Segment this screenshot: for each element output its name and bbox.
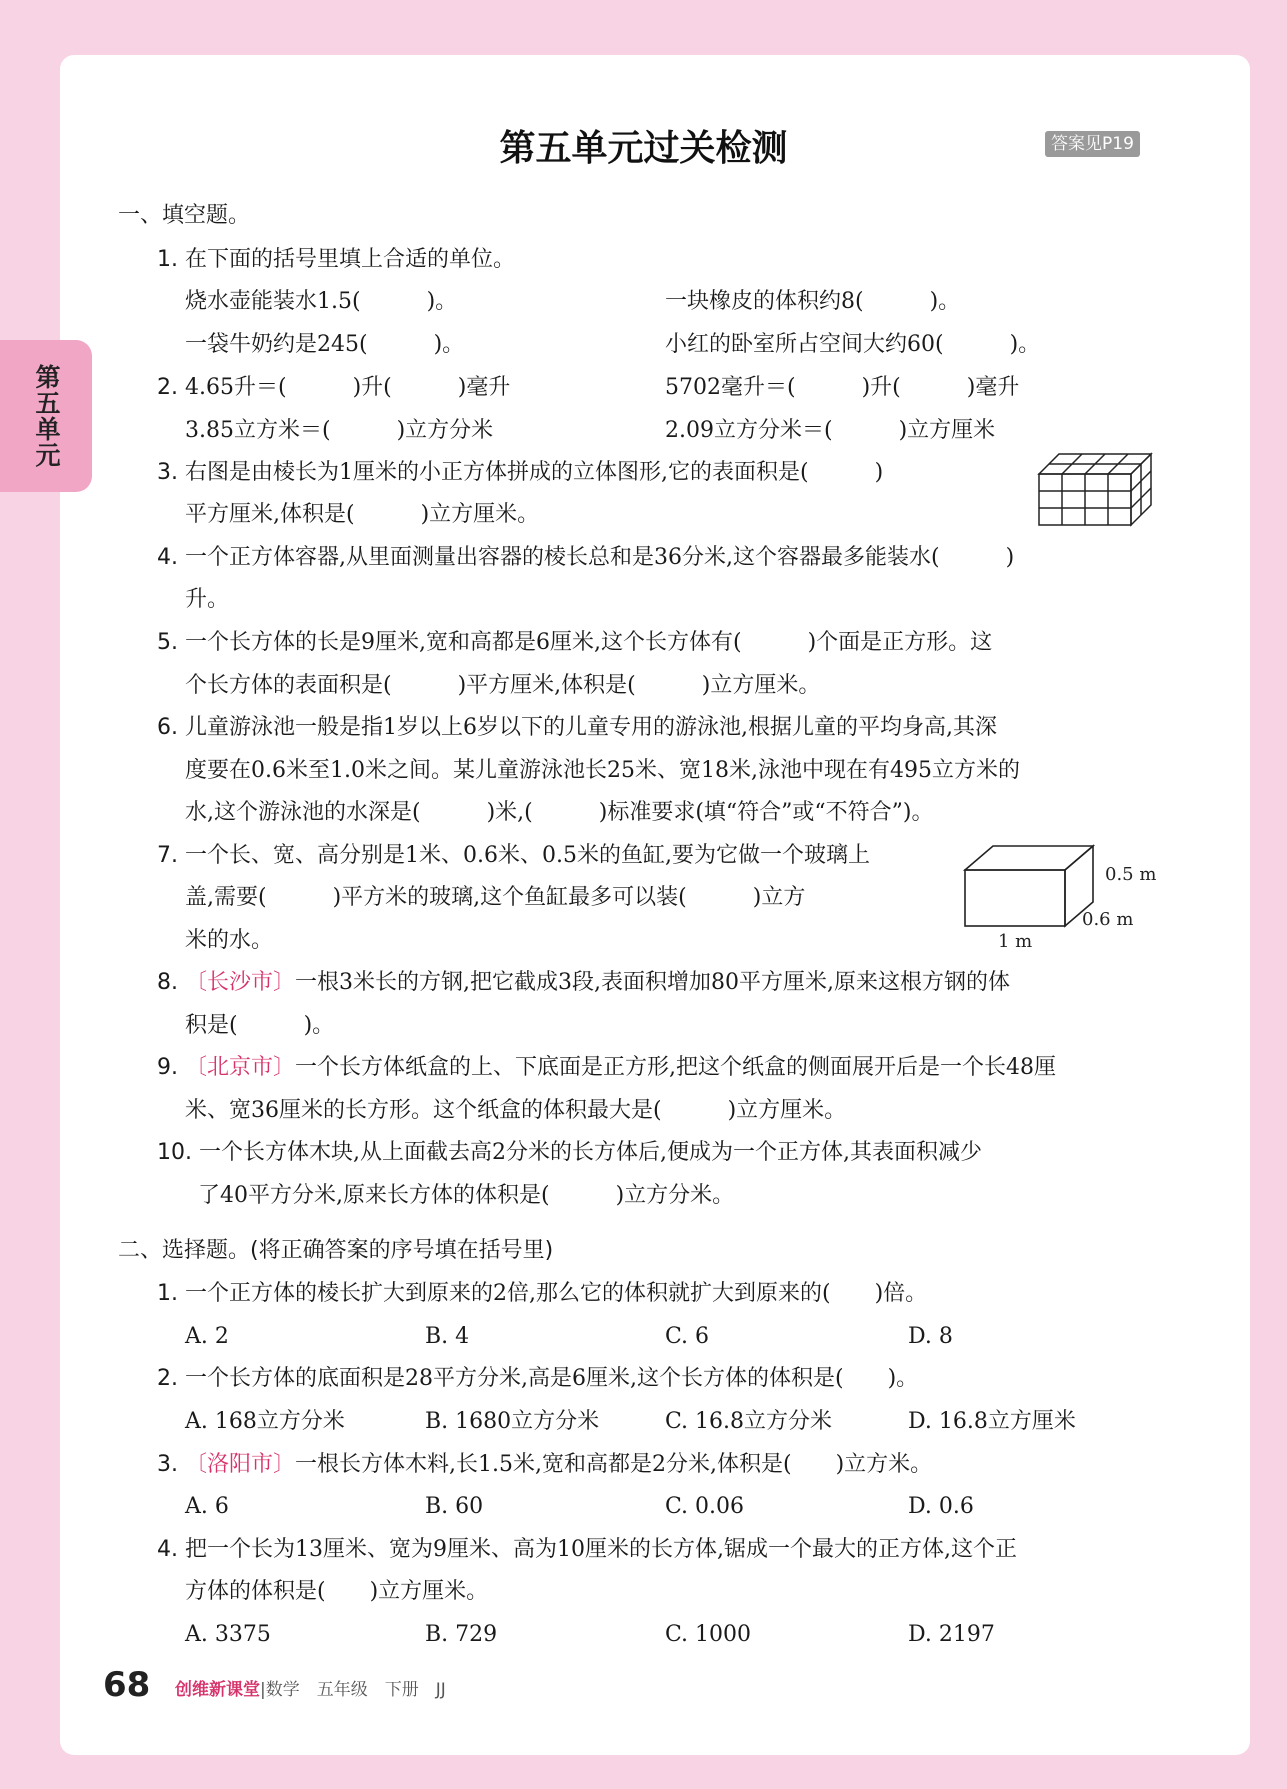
- q-text: 在下面的括号里填上合适的单位。: [185, 247, 516, 272]
- q2-4-option-a: A. 3375: [185, 1622, 271, 1647]
- q-text: 右图是由棱长为1厘米的小正方体拼成的立体图形,它的表面积是( ): [185, 460, 884, 485]
- q-number: 4.: [157, 1537, 178, 1562]
- q1-2-a: [157, 372, 510, 404]
- q1-4-line2: 升。: [185, 587, 230, 612]
- q1-6-line3: 水,这个游泳池的水深是( )米,( )标准要求(填“符合”或“不符合”)。: [185, 800, 934, 825]
- fig-height-label: 0.5 m: [1105, 864, 1157, 885]
- q2-4-option-c: C. 1000: [665, 1622, 752, 1647]
- q2-2-option-d: D. 16.8立方厘米: [908, 1409, 1076, 1434]
- q1-7-line2: 盖,需要( )平方米的玻璃,这个鱼缸最多可以装( )立方: [185, 885, 806, 910]
- q-number: 9.: [157, 1055, 178, 1080]
- q2-3-option-d: D. 0.6: [908, 1494, 974, 1519]
- q2-3-option-b: B. 60: [425, 1494, 484, 1519]
- q-text: 儿童游泳池一般是指1岁以上6岁以下的儿童专用的游泳池,根据儿童的平均身高,其深: [185, 715, 997, 740]
- page-title: 第五单元过关检测: [499, 128, 788, 169]
- q1-1-a: 烧水壶能装水1.5( )。: [185, 289, 458, 314]
- q-number: 3.: [157, 1452, 178, 1477]
- q2-2: [157, 1363, 918, 1395]
- cube-stack-figure: [1035, 450, 1160, 530]
- fig-width-label: 0.6 m: [1082, 909, 1134, 930]
- q-text: 一根3米长的方钢,把它截成3段,表面积增加80平方厘米,原来这根方钢的体: [295, 970, 1010, 995]
- q1-3-line1: [157, 457, 883, 489]
- unit-side-tab-label: 第五单元: [32, 364, 61, 468]
- q-number: 3.: [157, 460, 178, 485]
- q1-5-line2: 个长方体的表面积是( )平方厘米,体积是( )立方厘米。: [185, 673, 821, 698]
- q2-4-line2: 方体的体积是( )立方厘米。: [185, 1579, 489, 1604]
- q1-10-line1: [157, 1137, 982, 1169]
- q-text: 一个正方体容器,从里面测量出容器的棱长总和是36分米,这个容器最多能装水( ): [185, 545, 1015, 570]
- q1-8-line1: [157, 967, 1010, 999]
- q-text: 一个长方体木块,从上面截去高2分米的长方体后,便成为一个正方体,其表面积减少: [199, 1140, 982, 1165]
- q1-1-b: 一块橡皮的体积约8( )。: [665, 289, 961, 314]
- q2-1-option-d: D. 8: [908, 1324, 953, 1349]
- q2-3: [157, 1449, 932, 1481]
- q-text: 一个长方体纸盒的上、下底面是正方形,把这个纸盒的侧面展开后是一个长48厘: [295, 1055, 1057, 1080]
- q1-1-c: 一袋牛奶约是245( )。: [185, 332, 465, 357]
- region-tag: 〔北京市〕: [185, 1055, 296, 1080]
- q-number: 4.: [157, 545, 178, 570]
- q-number: 5.: [157, 630, 178, 655]
- page-number: 68: [103, 1665, 151, 1705]
- q-number: 1.: [157, 1281, 178, 1306]
- q2-1: [157, 1278, 927, 1310]
- q1-6-line1: [157, 712, 997, 744]
- q2-2-option-b: B. 1680立方分米: [425, 1409, 600, 1434]
- q-number: 1.: [157, 247, 178, 272]
- footer-info: [175, 1675, 446, 1700]
- region-tag: 〔洛阳市〕: [185, 1452, 296, 1477]
- q-text: 一个长方体的长是9厘米,宽和高都是6厘米,这个长方体有( )个面是正方形。这: [185, 630, 993, 655]
- answer-reference-badge: 答案见P19: [1045, 131, 1140, 157]
- q1-3-line2: 平方厘米,体积是( )立方厘米。: [185, 502, 540, 527]
- region-tag: 〔长沙市〕: [185, 970, 296, 995]
- fish-tank-figure: [960, 842, 1157, 952]
- unit-side-tab: [0, 340, 92, 492]
- q-text: 一个长方体的底面积是28平方分米,高是6厘米,这个长方体的体积是( )。: [185, 1366, 919, 1391]
- q1-4-line1: [157, 542, 1014, 574]
- q1-6-line2: 度要在0.6米至1.0米之间。某儿童游泳池长25米、宽18米,泳池中现在有495立方米的: [185, 758, 1020, 783]
- q-number: 6.: [157, 715, 178, 740]
- q1-7-line1: [157, 840, 870, 872]
- q2-4-option-b: B. 729: [425, 1622, 498, 1647]
- q1-9-line1: [157, 1052, 1056, 1084]
- q-number: 2.: [157, 1366, 178, 1391]
- q1-1-d: 小红的卧室所占空间大约60( )。: [665, 332, 1041, 357]
- q2-4-option-d: D. 2197: [908, 1622, 995, 1647]
- q1-2-c: 3.85立方米＝( )立方分米: [185, 418, 494, 443]
- q-text: 一个正方体的棱长扩大到原来的2倍,那么它的体积就扩大到原来的( )倍。: [185, 1281, 928, 1306]
- q1-7-line3: 米的水。: [185, 928, 274, 953]
- q-number: 8.: [157, 970, 178, 995]
- q-text: 4.65升＝( )升( )毫升: [185, 375, 511, 400]
- q1-2-d: 2.09立方分米＝( )立方厘米: [665, 418, 996, 443]
- q-text: 把一个长为13厘米、宽为9厘米、高为10厘米的长方体,锯成一个最大的正方体,这个正: [185, 1537, 1017, 1562]
- q1-5-line1: [157, 627, 992, 659]
- q1-9-line2: 米、宽36厘米的长方形。这个纸盒的体积最大是( )立方厘米。: [185, 1098, 847, 1123]
- footer-course: 数学 五年级 下册 JJ: [265, 1680, 446, 1700]
- q1-10-line2: 了40平方分米,原来长方体的体积是( )立方分米。: [198, 1183, 735, 1208]
- q2-1-option-b: B. 4: [425, 1324, 470, 1349]
- q2-3-option-a: A. 6: [185, 1494, 229, 1519]
- q2-4-line1: [157, 1534, 1017, 1566]
- q2-1-option-c: C. 6: [665, 1324, 710, 1349]
- q-number: 2.: [157, 375, 178, 400]
- q2-3-option-c: C. 0.06: [665, 1494, 745, 1519]
- footer-brand: 创维新课堂: [175, 1680, 260, 1700]
- fig-length-label: 1 m: [998, 931, 1033, 952]
- q1-8-line2: 积是( )。: [185, 1013, 335, 1038]
- footer-separator: |: [260, 1680, 266, 1700]
- q2-1-option-a: A. 2: [185, 1324, 229, 1349]
- q2-2-option-a: A. 168立方分米: [185, 1409, 345, 1434]
- q-number: 10.: [157, 1140, 192, 1165]
- q2-2-option-c: C. 16.8立方分米: [665, 1409, 833, 1434]
- section2-heading: 二、选择题。(将正确答案的序号填在括号里): [118, 1238, 554, 1263]
- q1-1: [157, 244, 515, 276]
- q-text: 一个长、宽、高分别是1米、0.6米、0.5米的鱼缸,要为它做一个玻璃上: [185, 843, 870, 868]
- q-number: 7.: [157, 843, 178, 868]
- section1-heading: 一、填空题。: [118, 203, 251, 228]
- q-text: 一根长方体木料,长1.5米,宽和高都是2分米,体积是( )立方米。: [295, 1452, 933, 1477]
- q1-2-b: 5702毫升＝( )升( )毫升: [665, 375, 1020, 400]
